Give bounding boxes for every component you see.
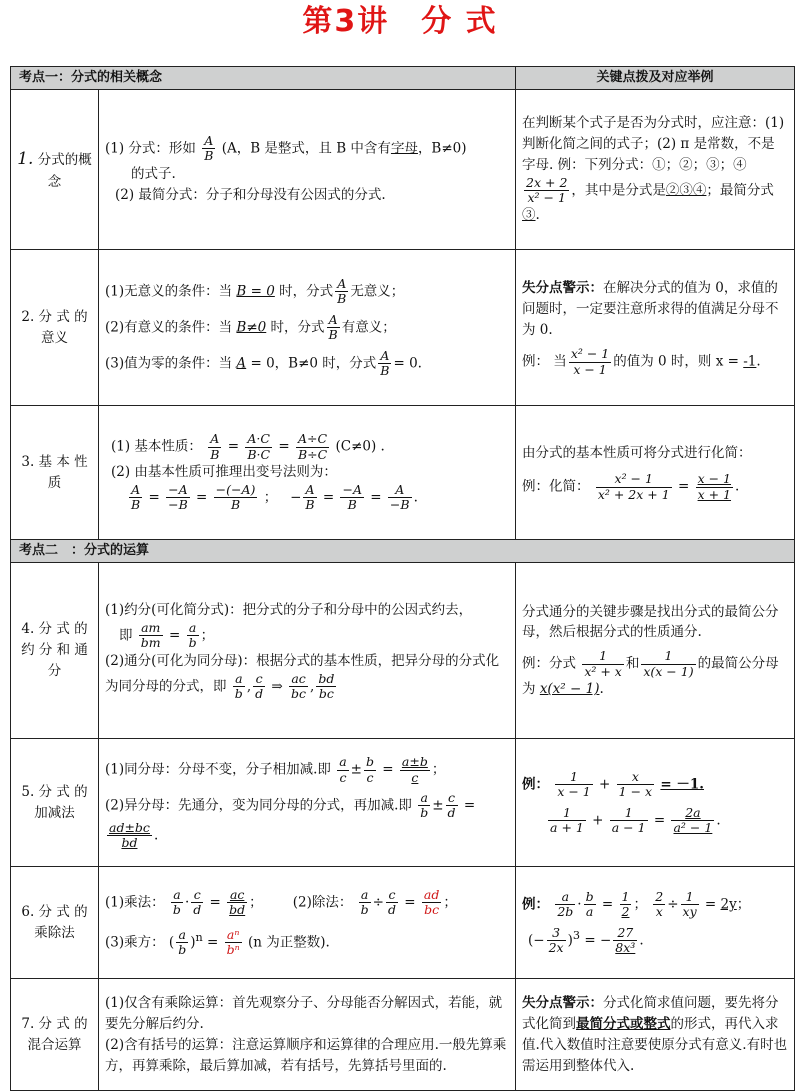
section-right-title: 关键点拨及对应举例 [516, 67, 795, 90]
row-label-multiply-divide: 6. 分 式 的 乘除法 [11, 867, 99, 979]
row-content-mixed: (1)仅含有乘除运算：首先观察分子、分母能否分解因式，若能，就要先分解后约分. (2)含有括号的运算：注意运算顺序和运算律的合理应用.一般先算乘方，再算乘除，最后算加减，若有括号，先算括号里面的. [99, 979, 516, 1091]
section-title-1: 考点一：分式的相关概念 [11, 67, 516, 90]
table-row-mixed [11, 979, 795, 1091]
row-content-reduce: (1)约分(可化简分式)：把分式的分子和分母中的公因式约去， 即 $\frac{am}{bm}$ = $\frac{a}{b}$ ； (2)通分(可化为同分母)：根据分式的基本性质，把异分母的分式化为同分母的分式，即 $\frac{a}{b}$ , $\frac{c}{d}$ ⇒ $\frac{ac}{bc}$ , $\frac{bd}{bc}$ [99, 563, 516, 739]
fraction-a-b: $\frac{A}{B}$ [204, 132, 214, 164]
row-content-add-subtract: (1)同分母：分母不变，分子相加减.即 $\frac{a}{c}$ ± $\frac{b}{c}$ = $\frac{a\pm b}{c}$ ； (2)异分母：先通分，变为同分母的分式，再加减.即 $\frac{a}{b}$ ± $\frac{c}{d}$ = $\frac{ad\pm bc}{bd}$ . [99, 739, 516, 867]
row-note-meaning: 失分点警示：在解决分式的值为 0，求值的问题时，一定要注意所求得的值满足分母不为 0. 例： 当 $\frac{\text{x² − 1}}{x - 1}$ 的值为 0 时，则 x = -1. [516, 250, 795, 406]
table-row-meaning [11, 250, 795, 406]
table-row-reduce [11, 563, 795, 739]
row-note-reduce: 分式通分的关键步骤是找出分式的最简公分母，然后根据分式的性质通分. 例：分式 $\frac{1}{\text{x² + x}}$ 和 $\frac{1}{x(x - 1)}$ 的最简公分母为 x(x² − 1). [516, 563, 795, 739]
row-content-basic-property: (1) 基本性质： $\frac{A}{B}$ = $\frac{A\cdot C}{B\cdot C}$ = $\frac{A\div C}{B\div C}$ (C≠0) . (2) 由基本性质可推理出变号法则为： $\frac{A}{B}$ = $\frac{-A}{-B}$ = $\frac{-(-A)}{B}$ ； − $\frac{A}{B}$ = $\frac{-A}{B}$ = $\frac{A}{-B}$ . [99, 406, 516, 540]
row-label-basic-property: 3. 基 本 性 质 [11, 406, 99, 540]
knowledge-table [10, 66, 795, 1091]
row-note-basic-property: 由分式的基本性质可将分式进行化简： 例：化简： $\frac{\text{x² − 1}}{\text{x² + 2x + 1}}$ = $\frac{x - 1}{x + 1}$ . [516, 406, 795, 540]
sign-rule-formula: $\frac{A}{B}$ = $\frac{-A}{-B}$ = $\frac{-(-A)}{B}$ ； − $\frac{A}{B}$ = $\frac{-A}{B}$ = $\frac{A}{-B}$ . [131, 482, 418, 513]
row-note-multiply-divide: 例： $\frac{a}{2b}$ · $\frac{b}{a}$ = $\frac{1}{2}$ ； $\frac{2}{x}$ ÷ $\frac{1}{xy}$ = 2y； (− $\frac{3}{2x}$ )$^3$ = − $\frac{27}{\text{8x³}}$ . [516, 867, 795, 979]
row-label-add-subtract: 5. 分 式 的 加减法 [11, 739, 99, 867]
row-content-meaning: (1)无意义的条件：当 B = 0 时，分式 $\frac{A}{B}$ 无意义； (2)有意义的条件：当 B≠0 时，分式 $\frac{A}{B}$ 有意义； (3)值为零的条件：当 A = 0，B≠0 时，分式 $\frac{A}{B}$ = 0. [99, 250, 516, 406]
table-row-concept [11, 90, 795, 250]
section-title-2: 考点二 ：分式的运算 [11, 540, 795, 563]
row-label-mixed: 7. 分 式 的 混合运算 [11, 979, 99, 1091]
row-content-multiply-divide: (1)乘法： $\frac{a}{b}$ · $\frac{c}{d}$ = $\frac{ac}{bd}$ ； (2)除法： $\frac{a}{b}$ ÷ $\frac{c}{d}$ = $\frac{ad}{bc}$ ； (3)乘方： ( $\frac{a}{b}$ )$^n$ = $\frac{\text{aⁿ}}{\text{bⁿ}}$ (n 为正整数). [99, 867, 516, 979]
table-row-basic-property [11, 406, 795, 540]
row-content-concept: (1) 分式：形如 $\frac{A}{B}$ (A，B 是整式，且 B 中含有字母，B≠0) 的式子. (2) 最简分式：分子和分母没有公因式的分式. [99, 90, 516, 250]
section-header-2 [11, 540, 795, 563]
table-row-add-subtract [11, 739, 795, 867]
row-note-add-subtract: 例： $\frac{1}{x - 1}$ + $\frac{x}{1 - x}$ = －1. $\frac{1}{a + 1}$ + $\frac{1}{a - 1}$ = $\frac{2a}{\text{a² − 1}}$ . [516, 739, 795, 867]
page-title: 第3讲 分 式 [302, 4, 498, 39]
row-label-meaning: 2. 分 式 的 意义 [11, 250, 99, 406]
section-header-1 [11, 67, 795, 90]
row-label-concept: 1. 分式的概念 [11, 90, 99, 250]
row-label-reduce: 4. 分 式 的 约 分 和 通分 [11, 563, 99, 739]
row-note-mixed: 失分点警示：分式化简求值问题，要先将分式化简到最简分式或整式的形式，再代入求值.代入数值时注意要使原分式有意义.有时也需运用到整体代入. [516, 979, 795, 1091]
table-row-multiply-divide [11, 867, 795, 979]
row-note-concept: 在判断某个式子是否为分式时，应注意：(1) 判断化简之间的式子；(2) π 是常数，不是字母. 例：下列分式：①；②；③；④ $\frac{2x + 2}{\text{x² − 1}}$ ，其中是分式是②③④；最简分式 ③. [516, 90, 795, 250]
